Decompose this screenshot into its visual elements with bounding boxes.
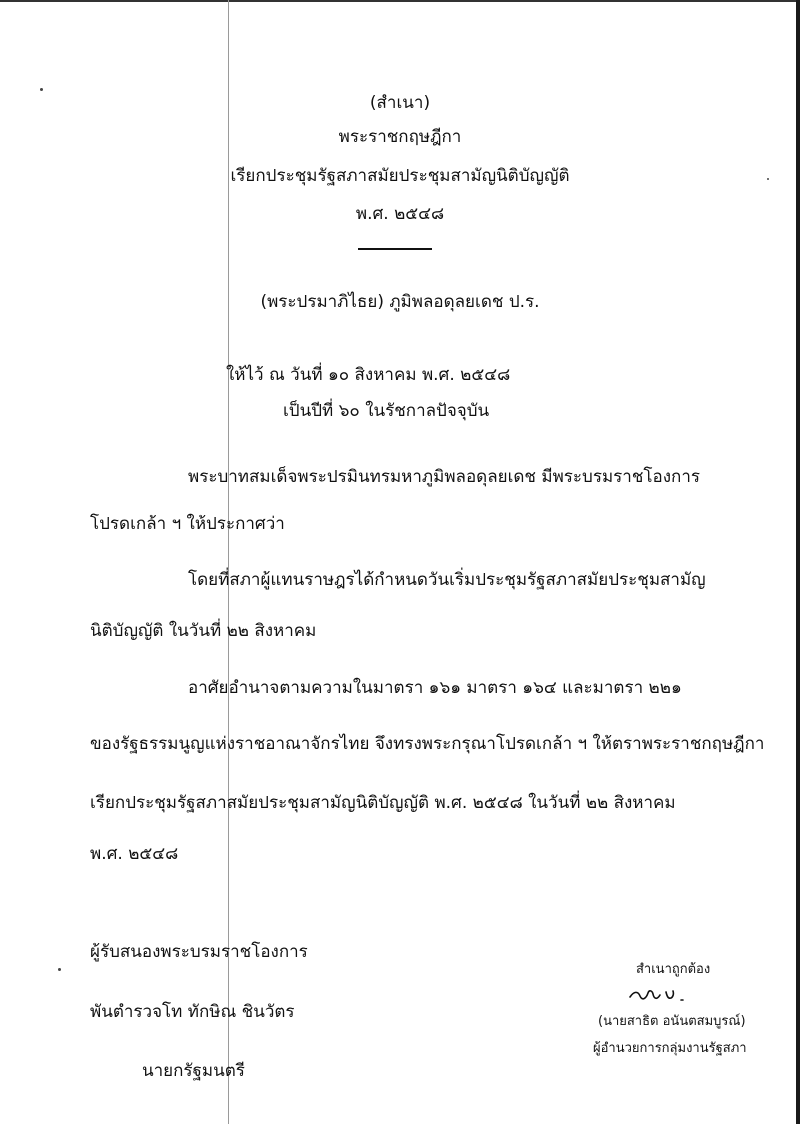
dated-line: ให้ไว้ ณ วันที่ ๑๐ สิงหาคม พ.ศ. ๒๕๔๘: [226, 365, 511, 385]
body-paragraph-2-line-2: นิติบัญญัติ ในวันที่ ๒๒ สิงหาคม: [90, 621, 317, 641]
decree-type: พระราชกฤษฎีกา: [338, 127, 462, 147]
royal-signature: (พระปรมาภิไธย) ภูมิพลอดุลยเดช ป.ร.: [260, 292, 540, 312]
scan-speck: [40, 88, 43, 91]
body-paragraph-3-line-2: ของรัฐธรรมนูญแห่งราชอาณาจักรไทย จึงทรงพระกรุณาโปรดเกล้า ฯ ให้ตราพระราชกฤษฎีกา: [90, 734, 765, 754]
countersign-title: นายกรัฐมนตรี: [142, 1061, 245, 1081]
body-paragraph-2-line-1: โดยที่สภาผู้แทนราษฎรได้กำหนดวันเริ่มประชุมรัฐสภาสมัยประชุมสามัญ: [188, 570, 706, 590]
copy-mark: (สำเนา): [369, 93, 431, 113]
reign-year-line: เป็นปีที่ ๖๐ ในรัชกาลปัจจุบัน: [283, 401, 490, 421]
body-paragraph-3-line-1: อาศัยอำนาจตามความในมาตรา ๑๖๑ มาตรา ๑๖๔ และมาตรา ๒๒๑: [188, 678, 682, 698]
countersign-name: พันตำรวจโท ทักษิณ ชินวัตร: [90, 1002, 295, 1022]
certification-position: ผู้อำนวยการกลุ่มงานรัฐสภา: [593, 1041, 747, 1056]
scan-edge-top: [0, 0, 800, 2]
body-paragraph-1-line-2: โปรดเกล้า ฯ ให้ประกาศว่า: [90, 514, 285, 534]
handwritten-signature: [626, 983, 696, 1005]
divider-rule: [358, 248, 432, 250]
certification-label: สำเนาถูกต้อง: [636, 962, 711, 977]
body-paragraph-3-line-4: พ.ศ. ๒๕๔๘: [90, 844, 179, 864]
body-paragraph-3-line-3: เรียกประชุมรัฐสภาสมัยประชุมสามัญนิติบัญญัติ พ.ศ. ๒๕๔๘ ในวันที่ ๒๒ สิงหาคม: [90, 793, 676, 813]
decree-title: เรียกประชุมรัฐสภาสมัยประชุมสามัญนิติบัญญัติ: [230, 166, 570, 186]
body-paragraph-1-line-1: พระบาทสมเด็จพระปรมินทรมหาภูมิพลอดุลยเดช มีพระบรมราชโองการ: [188, 467, 701, 487]
countersign-role: ผู้รับสนองพระบรมราชโองการ: [90, 942, 308, 962]
certification-name: (นายสาธิต อนันตสมบูรณ์): [598, 1014, 746, 1029]
scan-speck: [58, 968, 61, 971]
decree-year: พ.ศ. ๒๕๔๘: [355, 204, 445, 224]
